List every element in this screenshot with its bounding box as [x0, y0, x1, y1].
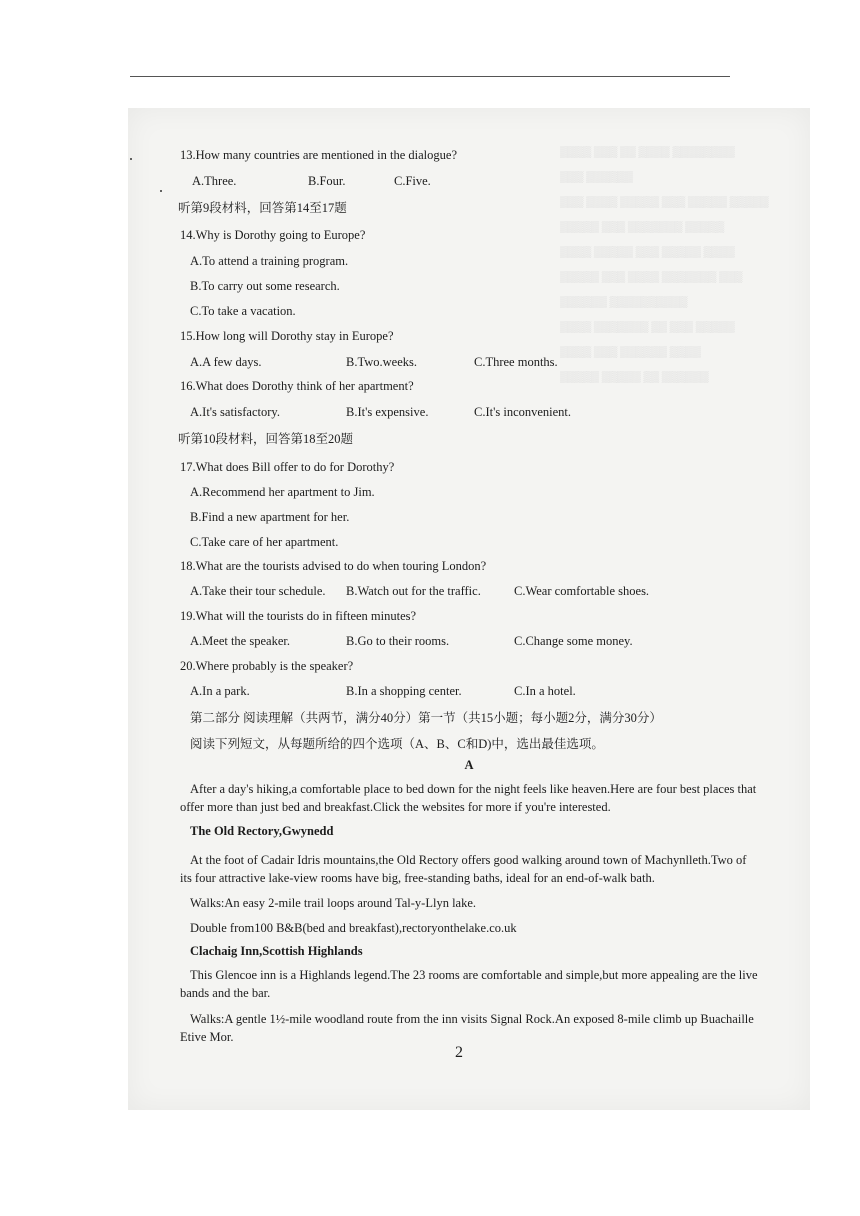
- passage-label: A: [464, 758, 474, 772]
- question-18-option-b: B.Watch out for the traffic.: [346, 584, 481, 598]
- place-2-walks: Walks:A gentle 1½-mile woodland route from the inn visits Signal Rock.An exposed 8-mile climb up Buachaille Etive Mor.: [180, 1012, 754, 1044]
- question-13: 13.How many countries are mentioned in the dialogue?: [180, 148, 458, 162]
- question-16: 16.What does Dorothy think of her apartment?: [180, 379, 414, 393]
- section-heading-9: 听第9段材料，回答第14至17题: [178, 201, 347, 215]
- place-1-title: The Old Rectory,Gwynedd: [190, 824, 334, 838]
- question-15-option-b: B.Two.weeks.: [346, 355, 417, 369]
- question-14-option-b: B.To carry out some research.: [190, 279, 340, 293]
- place-2-description: This Glencoe inn is a Highlands legend.The 23 rooms are comfortable and simple,but more appealing are the live bands and the bar.: [180, 968, 758, 1000]
- question-20-option-c: C.In a hotel.: [514, 684, 576, 698]
- question-15-option-c: C.Three months.: [474, 355, 558, 369]
- question-19-option-b: B.Go to their rooms.: [346, 634, 450, 648]
- question-16-option-c: C.It's inconvenient.: [474, 405, 572, 419]
- question-19-option-c: C.Change some money.: [514, 634, 633, 648]
- question-15-option-a: A.A few days.: [190, 355, 262, 369]
- page-number: 2: [455, 1044, 463, 1061]
- section-heading-10: 听第10段材料，回答第18至20题: [178, 432, 354, 446]
- question-17-option-b: B.Find a new apartment for her.: [190, 510, 350, 524]
- place-2-title: Clachaig Inn,Scottish Highlands: [190, 944, 363, 958]
- question-20-option-a: A.In a park.: [190, 684, 250, 698]
- question-17-option-c: C.Take care of her apartment.: [190, 535, 339, 549]
- part2-heading: 第二部分 阅读理解（共两节，满分40分）第一节（共15小题；每小题2分，满分30分）: [190, 711, 662, 725]
- question-14: 14.Why is Dorothy going to Europe?: [180, 228, 366, 242]
- question-20: 20.Where probably is the speaker?: [180, 659, 354, 673]
- bleed-through-text: ▒▒▒▒ ▒▒▒ ▒▒ ▒▒▒▒ ▒▒▒▒▒▒▒▒ ▒▒▒ ▒▒▒▒▒▒ ▒▒▒ ▒▒▒▒ ▒▒▒▒▒ ▒▒▒ ▒▒▒▒▒ ▒▒▒▒▒ ▒▒▒▒▒ ▒▒▒ ▒▒▒▒▒▒▒ ▒▒▒▒▒ ▒▒▒▒ ▒▒▒▒▒ ▒▒▒ ▒▒▒▒▒ ▒▒▒▒ ▒▒▒▒▒ ▒▒▒ ▒▒▒▒ ▒▒▒▒▒▒▒ ▒▒▒ ▒▒▒▒▒▒ ▒▒▒▒▒▒▒▒▒▒ ▒▒▒▒ ▒▒▒▒▒▒▒ ▒▒ ▒▒▒ ▒▒▒▒▒ ▒▒▒▒ ▒▒▒ ▒▒▒▒▒▒ ▒▒▒▒ ▒▒▒▒▒ ▒▒▒▒▒ ▒▒ ▒▒▒▒▒▒: [560, 146, 769, 383]
- scan-speck: [160, 190, 162, 192]
- question-19: 19.What will the tourists do in fifteen minutes?: [180, 609, 417, 623]
- question-16-option-a: A.It's satisfactory.: [190, 405, 280, 419]
- place-1-description: At the foot of Cadair Idris mountains,the Old Rectory offers good walking around town of Machynlleth.Two of its four attractive lake-view rooms have big, free-standing baths, ideal for an end-of-walk bath.: [180, 853, 747, 885]
- question-19-option-a: A.Meet the speaker.: [190, 634, 290, 648]
- question-20-option-b: B.In a shopping center.: [346, 684, 462, 698]
- question-14-option-a: A.To attend a training program.: [190, 254, 349, 268]
- passage-intro: After a day's hiking,a comfortable place to bed down for the night feels like heaven.Here are four best places that offer more than just bed and breakfast.Click the websites for more if you're interested.: [180, 782, 757, 814]
- question-17: 17.What does Bill offer to do for Dorothy?: [180, 460, 395, 474]
- question-13-option-c: C.Five.: [394, 174, 431, 188]
- question-13-option-b: B.Four.: [308, 174, 346, 188]
- place-1-price: Double from100 B&B(bed and breakfast),rectoryonthelake.co.uk: [190, 921, 517, 935]
- part2-instruction: 阅读下列短文，从每题所给的四个选项（A、B、C和D)中，选出最佳选项。: [190, 737, 604, 751]
- question-18-option-c: C.Wear comfortable shoes.: [514, 584, 650, 598]
- question-18-option-a: A.Take their tour schedule.: [190, 584, 326, 598]
- scan-speck: [130, 158, 132, 160]
- question-16-option-b: B.It's expensive.: [346, 405, 429, 419]
- place-1-walks: Walks:An easy 2-mile trail loops around Tal-y-Llyn lake.: [190, 896, 477, 910]
- question-17-option-a: A.Recommend her apartment to Jim.: [190, 485, 375, 499]
- header-rule: [130, 76, 730, 77]
- question-14-option-c: C.To take a vacation.: [190, 304, 296, 318]
- question-18: 18.What are the tourists advised to do when touring London?: [180, 559, 487, 573]
- question-13-option-a: A.Three.: [192, 174, 237, 188]
- question-15: 15.How long will Dorothy stay in Europe?: [180, 329, 394, 343]
